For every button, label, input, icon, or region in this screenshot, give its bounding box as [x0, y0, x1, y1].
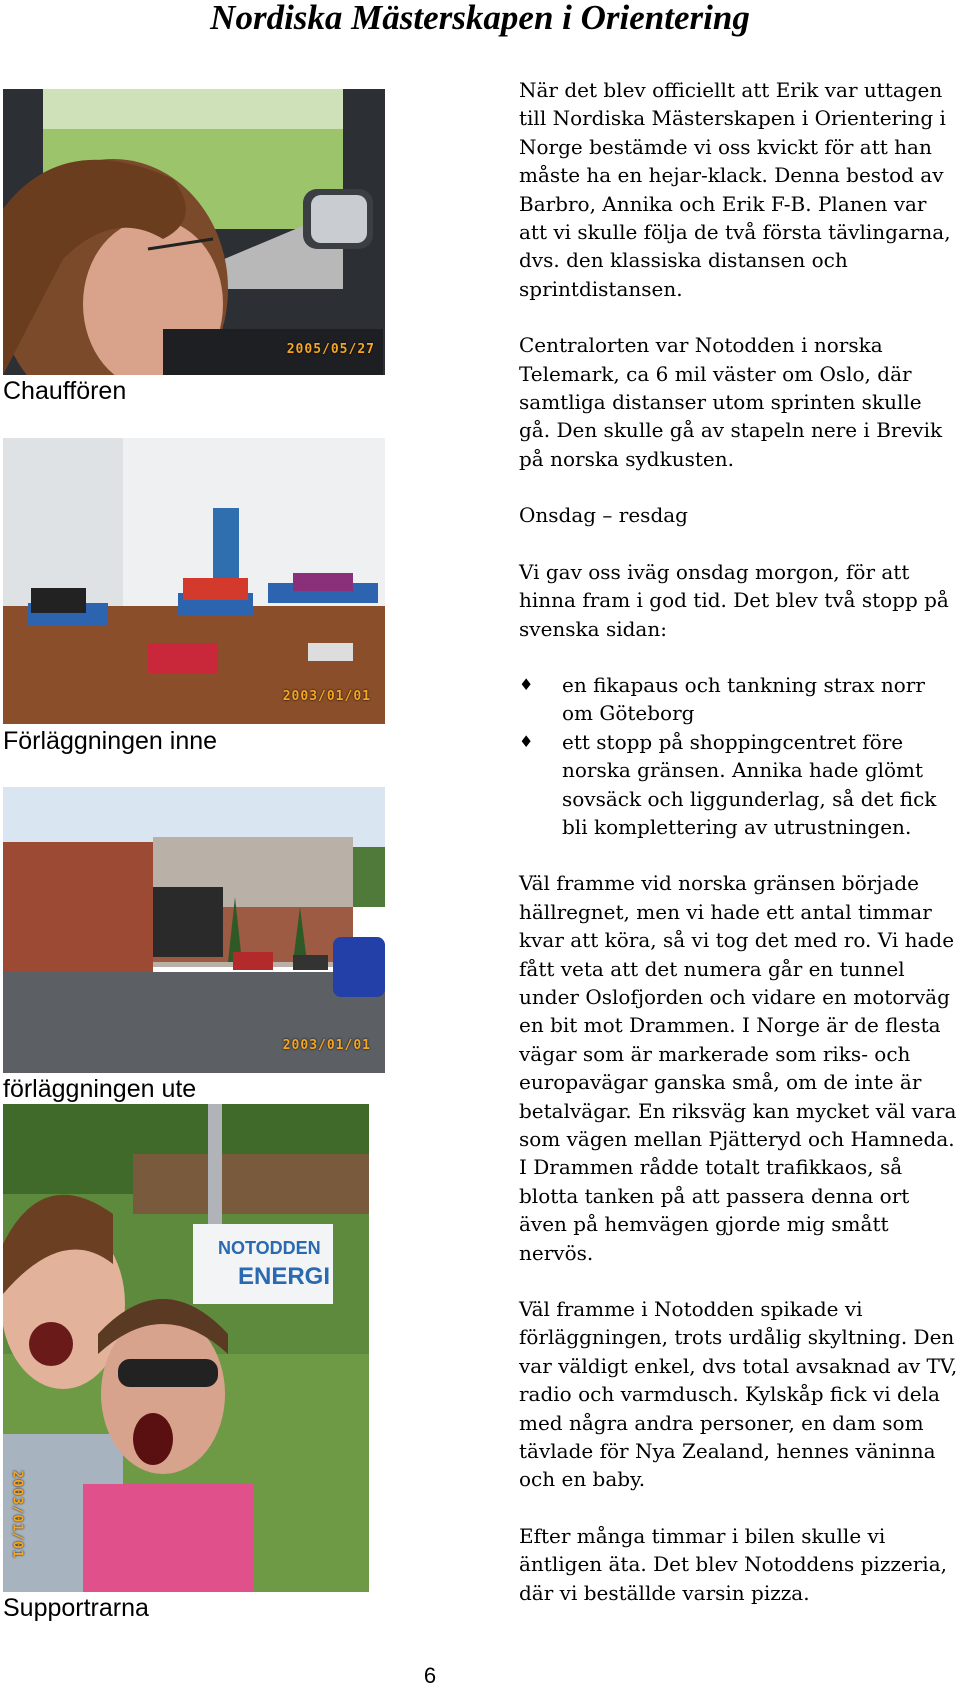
- article-body: [519, 76, 959, 1635]
- list-item-text: ett stopp på shoppingcentret före norska gränsen. Annika hade glömt sovsäck och liggunderlag, så det fick bli komplettering av utrustningen.: [562, 729, 937, 839]
- diamond-bullet-icon: ♦: [519, 674, 534, 694]
- caption-building-outside: förläggningen ute: [3, 1075, 197, 1103]
- caption-driver: Chauffören: [3, 377, 127, 405]
- photo-supporters: [3, 1104, 369, 1592]
- caption-supporters: Supportrarna: [3, 1594, 149, 1622]
- paragraph-border-rain: Väl framme vid norska gränsen började hällregnet, men vi hade ett antal timmar kvar att köra, så vi tog det med ro. Vi hade fått veta att det numera går en tunnel under Oslofjorden och vidare en motorväg en bit mot Drammen. I Norge är de flesta vägar som är markerade som riks- och europavägar ganska små, om de inte är betalvägar. En riksväg kan mycket väl vara som vägen mellan Pjätteryd och Hamneda. I Drammen rådde totalt trafikkaos, så blotta tanken på att passera denna ort även på hemvägen gjorde mig smått nervös.: [519, 871, 957, 1265]
- list-item-text: en fikapaus och tankning strax norr om Göteborg: [562, 672, 925, 726]
- photo-building-outside: [3, 787, 385, 1073]
- paragraph-lodging: Väl framme i Notodden spikade vi förläggningen, trots urdålig skyltning. Den var väldigt enkel, dvs total avsaknad av TV, radio och varmdusch. Kylskåp fick vi dela med några andra personer, en dam som tävlade för Nya Zealand, hennes väninna och en baby.: [519, 1297, 958, 1492]
- stops-list: [519, 671, 959, 841]
- photo-date-stamp: 2003/01/01: [282, 1038, 371, 1053]
- photo-driver: [3, 89, 385, 375]
- diamond-bullet-icon: ♦: [519, 731, 534, 751]
- page-title: Nordiska Mästerskapen i Orientering: [210, 0, 750, 37]
- paragraph-intro: När det blev officiellt att Erik var uttagen till Nordiska Mästerskapen i Orientering i Norge bestämde vi oss kvickt för att han måste ha en hejar-klack. Denna bestod av Barbro, Annika och Erik F-B. Planen var att vi skulle följa de två första tävlingarna, dvs. den klassiska distansen och sprintdistansen.: [519, 78, 951, 301]
- page-number: 6: [423, 1663, 437, 1688]
- paragraph-central-town: Centralorten var Notodden i norska Telemark, ca 6 mil väster om Oslo, där samtliga distanser utom sprinten skulle gå. Den skulle gå av stapeln nere i Brevik på norska sydkusten.: [519, 333, 943, 471]
- list-item: [519, 671, 959, 728]
- paragraph-departure: Vi gav oss iväg onsdag morgon, för att hinna fram i god tid. Det blev två stopp på svenska sidan:: [519, 559, 949, 641]
- photo-date-stamp: 2005/05/27: [286, 342, 375, 357]
- svg-text:ENERGI: ENERGI: [238, 1263, 331, 1290]
- section-heading: Onsdag – resdag: [519, 503, 688, 528]
- photo-dormitory: [3, 438, 385, 724]
- sign-text: NOTODDEN: [218, 1238, 321, 1258]
- caption-dormitory: Förläggningen inne: [3, 727, 218, 755]
- photo-date-stamp: 2003/01/01: [9, 1470, 25, 1559]
- photo-date-stamp: 2003/01/01: [282, 689, 371, 704]
- list-item: [519, 728, 959, 842]
- paragraph-dinner: Efter många timmar i bilen skulle vi äntligen äta. Det blev Notoddens pizzeria, där vi beställde varsin pizza.: [519, 1523, 947, 1605]
